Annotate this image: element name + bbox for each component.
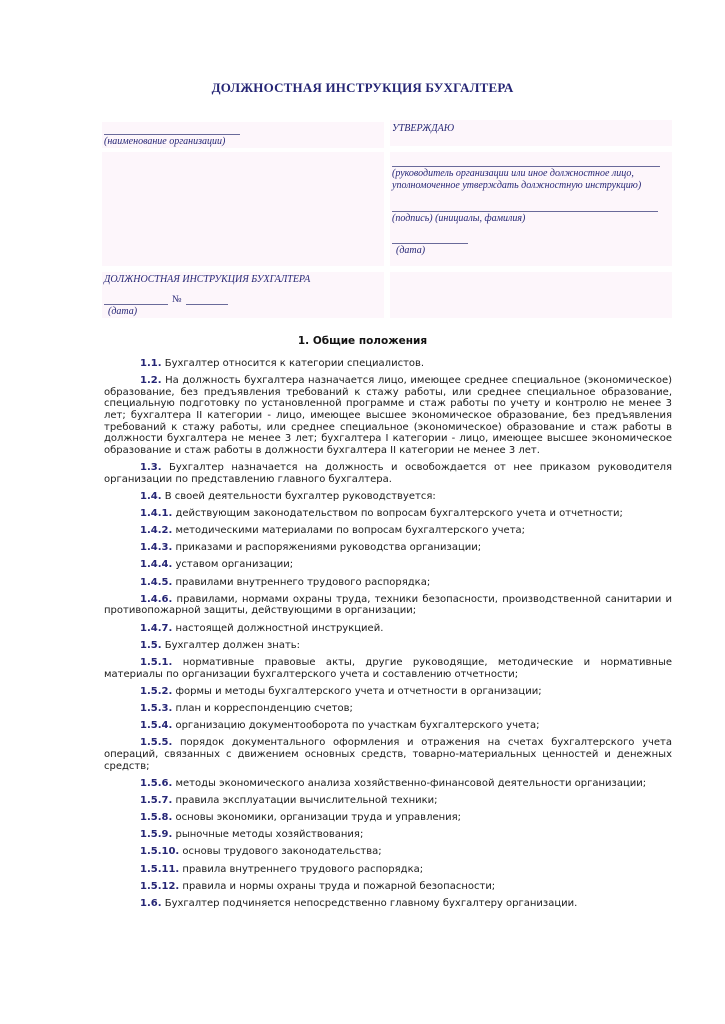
clause-text: рыночные методы хозяйствования; [175,829,364,841]
clause-number: 1.4.2. [140,525,173,537]
clause-paragraph [104,375,672,456]
clause-text: правила эксплуатации вычислительной техники; [175,794,438,806]
clause-number: 1.2. [140,375,162,387]
clause-text: действующим законодательством по вопросам бухгалтерского учета и отчетности; [175,507,623,519]
clause-paragraph [104,898,672,910]
document-title: ДОЛЖНОСТНАЯ ИНСТРУКЦИЯ БУХГАЛТЕРА [211,80,514,95]
section-body [104,358,672,915]
doc-number-line [186,304,228,305]
signature-caption: (подпись) (инициалы, фамилия) [392,213,526,224]
clause-paragraph [104,737,672,772]
clause-text: организацию документооборота по участкам бухгалтерского учета; [175,720,540,732]
org-name-line [104,134,240,135]
org-name-caption: (наименование организации) [104,136,226,147]
clause-text: основы трудового законодательства; [182,846,382,858]
clause-text: Бухгалтер назначается на должность и освобождается от нее приказом руководителя организации по представлению главного бухгалтера. [104,461,672,485]
clause-number: 1.5.9. [140,829,173,841]
head-caption-1: (руководитель организации или иное должностное лицо, [392,168,634,179]
clause-text: формы и методы бухгалтерского учета и отчетности в организации; [175,685,542,697]
clause-text: правилами, нормами охраны труда, техники безопасности, производственной санитарии и противопожарной защиты, действующими в организации; [104,593,673,617]
clause-text: план и корреспонденцию счетов; [175,702,353,714]
clause-paragraph [104,881,672,893]
clause-paragraph [104,812,672,824]
clause-number: 1.6. [140,898,162,910]
clause-number: 1.5.6. [140,777,173,789]
clause-paragraph [104,846,672,858]
clause-number: 1.4.6. [140,593,173,605]
approve-date-caption: (дата) [396,245,426,256]
clause-number: 1.5. [140,639,162,651]
clause-text: нормативные правовые акты, другие руководящие, методические и нормативные материалы по организации бухгалтерского учета и составлению отчетности; [104,657,672,680]
clause-paragraph [104,462,672,485]
clause-paragraph [104,657,672,680]
clause-paragraph [104,508,672,520]
clause-number: 1.4.4. [140,559,173,571]
clause-paragraph [104,525,672,537]
clause-paragraph [104,795,672,807]
number-sign: № [172,294,182,305]
clause-number: 1.4.5. [140,576,173,588]
clause-text: Бухгалтер относится к категории специалистов. [164,358,425,369]
clause-number: 1.5.1. [140,657,173,668]
clause-paragraph [104,577,672,589]
clause-text: правилами внутреннего трудового распорядка; [175,576,431,588]
doc-date-caption: (дата) [108,306,138,317]
doc-date-line [104,304,168,305]
clause-number: 1.4.3. [140,542,173,554]
clause-number: 1.5.4. [140,720,173,732]
clause-paragraph [104,358,672,370]
clause-paragraph [104,640,672,652]
clause-number: 1.5.3. [140,702,173,714]
clause-paragraph [104,703,672,715]
clause-paragraph [104,491,672,503]
clause-number: 1.5.11. [140,863,180,875]
clause-number: 1.5.5. [140,737,173,749]
clause-number: 1.4. [140,490,162,502]
approve-date-line [392,243,468,244]
clause-number: 1.5.7. [140,794,173,806]
clause-text: правила внутреннего трудового распорядка; [182,863,424,875]
clause-number: 1.4.1. [140,507,173,519]
clause-text: приказами и распоряжениями руководства организации; [175,542,482,554]
clause-number: 1.5.2. [140,685,173,697]
clause-number: 1.4.7. [140,622,173,634]
clause-text: методическими материалами по вопросам бухгалтерского учета; [175,525,526,537]
clause-paragraph [104,542,672,554]
clause-text: Бухгалтер должен знать: [164,639,301,651]
clause-text: основы экономики, организации труда и управления; [175,812,462,824]
doc-name-text: ДОЛЖНОСТНАЯ ИНСТРУКЦИЯ БУХГАЛТЕРА [104,274,311,285]
right-blank-cell [390,272,672,318]
clause-paragraph [104,720,672,732]
head-line [392,166,660,167]
clause-text: уставом организации; [175,559,294,571]
clause-text: Бухгалтер подчиняется непосредственно главному бухгалтеру организации. [164,898,578,910]
head-caption-2: уполномоченное утверждать должностную инструкцию) [392,180,642,191]
clause-paragraph [104,559,672,571]
clause-text: правила и нормы охраны труда и пожарной безопасности; [182,880,496,892]
clause-number: 1.5.12. [140,880,180,892]
clause-paragraph [104,623,672,635]
clause-text: В своей деятельности бухгалтер руководствуется: [164,490,436,502]
approve-label: УТВЕРЖДАЮ [392,123,455,134]
clause-number: 1.5.8. [140,812,173,824]
clause-paragraph [104,778,672,790]
section-heading: 1. Общие положения [297,335,428,347]
clause-text: порядок документального оформления и отражения на счетах бухгалтерского учета операций, связанных с движением основных средств, товарно-материальных ценностей и денежных средств; [104,737,672,772]
clause-paragraph [104,686,672,698]
clause-text: настоящей должностной инструкцией. [175,622,384,634]
clause-paragraph [104,864,672,876]
clause-paragraph [104,829,672,841]
clause-text: На должность бухгалтера назначается лицо, имеющее среднее специальное (экономическое) образование, без предъявления требований к стажу работы, или среднее специальное образование, специальную подготовку по установленной программе и стаж работы по учету и контролю не менее 3 лет; бухгалтера II категории - лицо, имеющее высшее экономическое образование, без предъявления требований к стажу работы, или среднее специальное (экономическое) образование и стаж работы в должности бухгалтера не менее 3 лет; бухгалтера I категории - лицо, имеющее высшее экономическое образование и стаж работы в должности бухгалтера II категории не менее 3 лет. [104,375,672,456]
clause-number: 1.3. [140,461,162,473]
clause-number: 1.5.10. [140,846,180,858]
clause-text: методы экономического анализа хозяйственно-финансовой деятельности организации; [175,777,647,789]
signature-line [392,211,658,212]
clause-number: 1.1. [140,358,162,369]
left-blank-cell [102,152,384,266]
clause-paragraph [104,594,672,617]
